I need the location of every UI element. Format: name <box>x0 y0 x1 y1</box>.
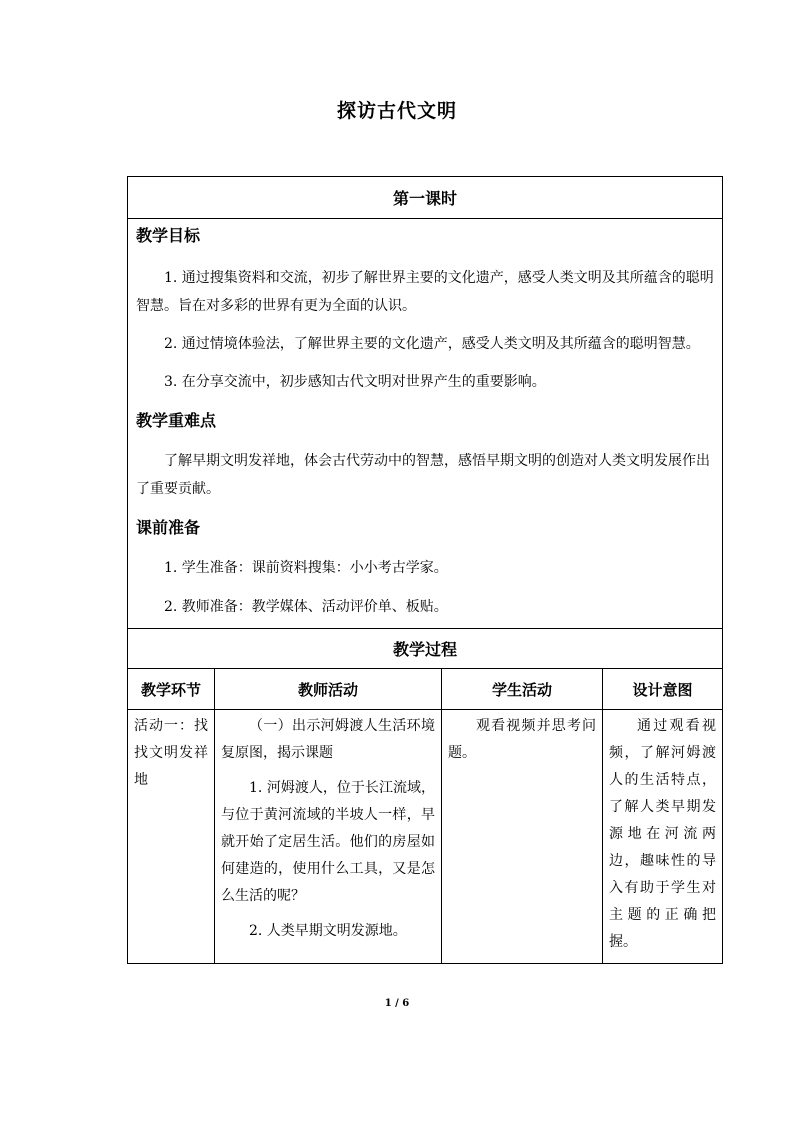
objectives-section <box>128 222 722 621</box>
page-number: 1 / 6 <box>384 998 410 1009</box>
student-activity-cell: 观看视频并思考问题。 <box>442 710 603 963</box>
preparation-student: 1. 学生准备：课前资料搜集：小小考古学家。 <box>164 560 448 576</box>
teacher-step-1: （一）出示河姆渡人生活环境复原图，揭示课题 <box>221 718 435 761</box>
preparation-teacher: 2. 教师准备：教学媒体、活动评价单、板贴。 <box>164 599 448 615</box>
teacher-step-2: 1. 河姆渡人，位于长江流域，与位于黄河流域的半坡人一样，早就开始了定居生活。他们的房屋如何建造的，使用什么工具，又是怎么生活的呢？ <box>221 780 435 904</box>
lesson-label: 第一课时 <box>128 177 722 219</box>
header-stage: 教学环节 <box>128 669 215 709</box>
teacher-step-3: 2. 人类早期文明发源地。 <box>249 923 407 939</box>
objective-2: 2. 通过情境体验法，了解世界主要的文化遗产，感受人类文明及其所蕴含的聪明智慧。 <box>164 336 700 352</box>
objective-3: 3. 在分享交流中，初步感知古代文明对世界产生的重要影响。 <box>164 374 546 390</box>
design-intent-cell: 通过观看视频，了解河姆渡人的生活特点，了解人类早期发源地在河流两边，趣味性的导入有助于学生对主题的正确把握。 <box>609 718 716 950</box>
key-points-heading: 教学重难点 <box>136 411 217 430</box>
stage-cell: 活动一：找找文明发祥地 <box>128 710 215 963</box>
process-heading: 教学过程 <box>128 628 722 669</box>
objectives-heading: 教学目标 <box>136 226 201 245</box>
lesson-plan-table <box>127 176 723 964</box>
process-table-header <box>128 669 722 710</box>
key-points-text: 了解早期文明发祥地，体会古代劳动中的智慧，感悟早期文明的创造对人类文明发展作出了重要贡献。 <box>136 453 710 497</box>
objective-1: 1. 通过搜集资料和交流，初步了解世界主要的文化遗产，感受人类文明及其所蕴含的聪明智慧。旨在对多彩的世界有更为全面的认识。 <box>136 270 714 314</box>
teacher-activity-cell <box>215 710 442 963</box>
header-student-activity: 学生活动 <box>442 669 603 709</box>
document-title: 探访古代文明 <box>336 100 457 122</box>
header-design-intent: 设计意图 <box>632 680 693 699</box>
header-teacher-activity: 教师活动 <box>215 669 442 709</box>
table-row <box>128 710 722 963</box>
preparation-heading: 课前准备 <box>136 518 201 537</box>
